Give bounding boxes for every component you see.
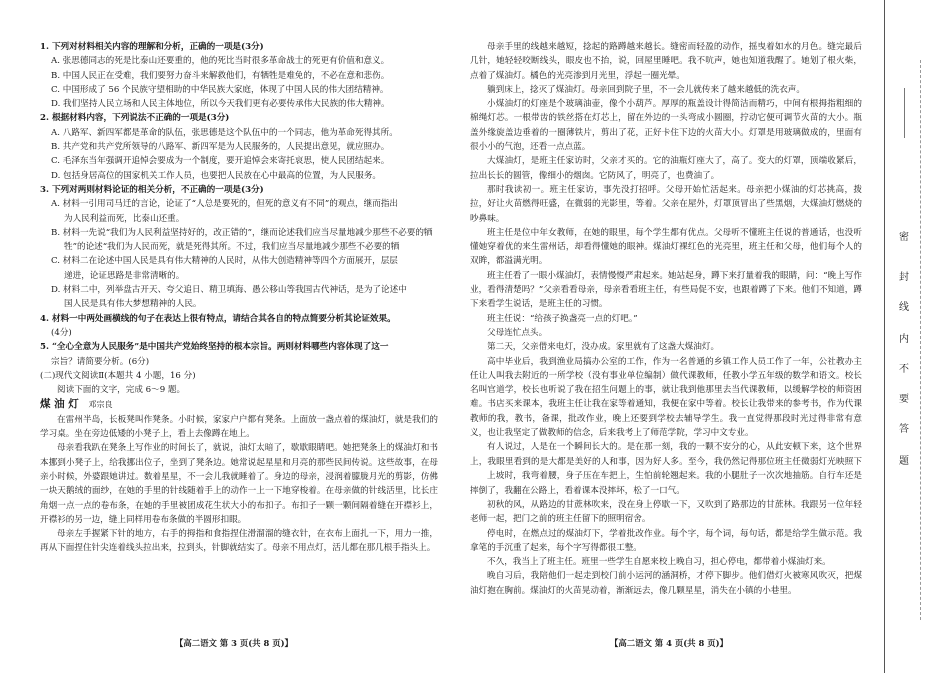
q1-option-c: C. 中国形成了 56 个民族守望相助的中华民族大家庭，体现了中国人民的伟大团结精神。 xyxy=(51,84,389,95)
q3-option-a: A. 材料一引用司马迁的言论，论证了“人总是要死的，但死的意义有不同”的观点，继而指出 xyxy=(51,199,399,210)
q5-stem: 5. “全心全意为人民服务”是中国共产党始终坚持的根本宗旨。两则材料哪些内容体现了这一 xyxy=(40,342,389,353)
q3-option-b: B. 材料一先说“我们为人民利益坚持好的，改正错的”，继而论述我们应当尽量地减少那些不必要的牺 xyxy=(51,227,433,238)
reading-instruction: 阅读下面的文字，完成 6～9 题。 xyxy=(57,385,186,396)
q2-stem: 2. 根据材料内容，下列说法不正确的一项是(3分) xyxy=(40,113,230,124)
story-paragraph: 母亲左手握紧下针的地方，右手的拇指和食指捏住滑溜溜的缝衣针，在衣布上面扎一下，用力一推，再从下面捏住针尖连着线头拉出来，拉到头，针脚就结实了。母亲不用点灯，活儿都在那几根手指头上。 xyxy=(40,529,438,554)
seal-char: 内 xyxy=(897,330,911,345)
story-paragraph: 有人说过，人是在一个瞬间长大的。是在那一刻，我的一颗不安分的心，从此安顿下来，这个世界上，我眼里看到的是大都是美好的人和事，因为好人多。至今，我仍然记得那位班主任微弱灯光映照下 xyxy=(470,442,862,467)
story-paragraph: 躺到床上，捻灭了煤油灯。母亲回到院子里，不一会儿就传来了越来越低的洗衣声。 xyxy=(487,84,805,95)
story-author: 邓宗良 xyxy=(88,400,113,410)
seal-char: 不 xyxy=(897,360,911,375)
story-paragraph: 母亲手里的线越来越短，捻起的路蹲越来越长。缝密而轻盈的动作，摇曳着如水的月色。缝完最后几针，她轻轻咬断线头，眼皮也不抬，说，回屋里睡吧。我不吭声，她也知道我醒了。她划了根火柴，点着了煤油灯。橘色的光亮渗到月光里，浮起一圈光晕。 xyxy=(470,42,862,81)
q3-option-b-cont: 牲”的论述“我们为人民而死，就是死得其所。不过，我们应当尽量地减少那些不必要的牺 xyxy=(64,242,400,253)
q3-option-c: C. 材料二在论述中国人民是具有伟大精神的人民时，从伟大创造精神等四个方面展开，层层 xyxy=(51,256,398,267)
seal-char: 要 xyxy=(897,390,911,405)
story-title: 煤 油 灯 xyxy=(40,398,79,411)
q4-stem: 4. 材料一中两处画横线的句子在表达上很有特点，请结合其各自的特点简要分析其论证效果。 xyxy=(40,313,396,324)
seal-char: 密 xyxy=(897,228,911,243)
q1-stem: 1. 下列对材料相关内容的理解和分析，正确的一项是(3分) xyxy=(40,42,264,52)
story-paragraph: 班主任是位中年女教师，在她的眼里，每个学生都有优点。父母听不懂班主任说的普通话，也没听懂她穿着优的来生雷州话，却看得懂她的眼神。煤油灯裸红色的光亮里，班主任和父母，他们每个人的双眸，都溢满光明。 xyxy=(470,227,862,267)
q3-option-d-cont: 国人民是具有伟大梦想精神的人民。 xyxy=(64,299,202,310)
q3-stem: 3. 下列对两则材料论证的相关分析，不正确的一项是(3分) xyxy=(40,184,264,195)
q1-option-d: D. 我们坚持人民立场和人民主体地位，所以今天我们更有必要传承伟大民族的伟大精神。 xyxy=(51,99,390,110)
story-paragraph: 小煤油灯的灯座是个玻璃油壶，像个小葫芦。厚厚的瓶盖设计得简洁而精巧，中间有根拇指粗细的棉绳灯芯。一根带齿的铁丝搭在灯芯上，留在外边的一头弯成小圆圈，拧动它便可调节火苗的大小。瓶盖外缘旋盖边垂着的一圈薄铁片，剪出了花，正好卡住下边的火苗大小。灯罩是用玻璃做成的，里面有很小小的气泡，还看一点点蓝。 xyxy=(470,99,862,153)
seal-char: 封 xyxy=(897,268,911,283)
q2-option-c: C. 毛泽东当年强调开追悼会要成为一个制度，要开追悼会来寄托哀思，使人民团结起来。 xyxy=(51,156,390,167)
story-paragraph: 不久，我当上了班主任。班里一些学生自愿来校上晚自习，担心停电，都带着小煤油灯来。 xyxy=(487,557,831,568)
story-paragraph: 上坡时，我弯着腰，身子压在车把上，生怕前轮翘起来。我的小腿肚子一次次地抽筋。自行车还是摔倒了，我翻在公路上，看着课本没摔坏，松了一口气。 xyxy=(470,471,862,496)
story-paragraph: 母亲看我趴在凳条上写作业的时间长了，就说，油灯太暗了，歇歇眼睛吧。她把凳条上的煤油灯和书本挪到小凳子上，给我挪出位子，坐到了凳条边。她常说起星星和月亮的那些民间传说。这些故事，在母亲小时候，外婆跟她讲过。数着星星，不一会儿我就睡着了。身边的母亲，浸润着朦胧月光的剪影，仿佛一块天鹅绒的面纱，在她的手里的针线随着手上的动作一上一下地穿梭着。在母亲做的针线活里，比长庄角烟一点一点的卷布条，在她的手里被团成花生状大小的布扣子。布扣子一颗一颗间隔着缝在开襟衫上，开襟衫的另一边，缝上同样用卷布条做的半圆形扣眼。 xyxy=(40,443,438,525)
story-paragraph: 班主任说：“给孩子换盏亮一点的灯吧。” xyxy=(487,313,638,324)
story-paragraph: 大煤油灯，是班主任家访时，父亲才买的。它的油瓶灯座大了，高了。变大的灯罩，顶端收紧后，拉出长长的圆管，像细小的烟囱。它防风了，明亮了，也费油了。 xyxy=(470,156,862,181)
q2-option-a: A. 八路军、新四军都是革命的队伍，张思德是这个队伍中的一个同志，他为革命死得其所。 xyxy=(51,127,398,138)
story-paragraph: 那时我读初一。班主任家访，事先没打招呼。父母开始忙活起来。母亲把小煤油的灯芯挑高，拨拉，好让火苗燃得旺盛，在微弱的光影里，等着。父亲在屋外，灯罩顶冒出了些黑烟，大煤油灯燃烧的吵鼻味。 xyxy=(470,184,862,224)
q2-option-d: D. 包括身居高位的国家机关工作人员，也要把人民放在心中最高的位置，为人民服务。 xyxy=(51,170,382,181)
q3-option-a-cont: 为人民利益而死，比泰山还重。 xyxy=(64,213,185,224)
seal-char: 题 xyxy=(897,452,911,467)
q4-points: (4分) xyxy=(51,327,72,338)
page-footer-left: 【高二语文 第 3 页(共 8 页)】 xyxy=(175,638,293,648)
story-title-block xyxy=(40,397,438,412)
binding-margin xyxy=(868,0,950,673)
story-paragraph: 父母连忙点头。 xyxy=(487,327,548,338)
story-paragraph: 初秋的风，从路边的甘蔗林吹来，没在身上停歇一下，又吹到了路那边的甘蔗林。我跟另一位年轻老师一起，把门之前的班主任留下的照明宿舍。 xyxy=(470,499,862,525)
binding-line xyxy=(884,0,885,673)
page-footer-right: 【高二语文 第 4 页(共 8 页)】 xyxy=(610,638,728,648)
seal-dashed-line xyxy=(920,60,921,620)
seal-char: 线 xyxy=(897,298,911,313)
story-paragraph: 在雷州半岛，长板凳叫作凳条。小时候，家家户户都有凳条。上面放一盏点着的煤油灯，就是我们的学习桌。坐在旁边低矮的小凳子上，看上去像蹲在地上。 xyxy=(40,414,438,440)
seal-char: 答 xyxy=(897,420,911,435)
q5-stem-cont: 宗旨？请简要分析。(6分) xyxy=(51,356,150,367)
story-paragraph: 第二天，父亲借来电灯，没办成。家里就有了这盏大煤油灯。 xyxy=(487,342,720,353)
q1-option-b: B. 中国人民正在受难，我们要努力奋斗来解救他们，有牺牲是难免的，不必在意和悲伤。 xyxy=(51,70,390,81)
q1-option-a: A. 张思德同志的死是比泰山还要重的，他的死比当时很多革命战士的死更有价值和意义。 xyxy=(51,56,390,67)
q2-option-b: B. 共产党和共产党所领导的八路军、新四军是为人民服务的，人民提出意见，就应照办。 xyxy=(51,142,390,153)
story-paragraph: 班主任看了一眼小煤油灯，表情慢慢严肃起来。她站起身，蹲下来打量着我的眼睛，问：“晚上写作业，看得清楚吗？”父亲看看母亲，母亲看看班主任，有些局促不安，也跟着蹲了下来。他们不知道，蹲下来看学生说话，是班主任的习惯。 xyxy=(470,270,862,310)
story-paragraph: 停电时，在燃点过的煤油灯下，学着批改作业。每个字，每个词，每句话，都是给学生做示范。我拿笔的手沉重了起来，每个字写得都很工整。 xyxy=(470,528,862,553)
q3-option-c-cont: 递进，论证思路是非常清晰的。 xyxy=(64,270,185,281)
story-paragraph: 高中毕业后，我到渔业局搞办公室的工作，作为一名普通的乡镇工作人员工作了一年，公社教办主任让人叫我去附近的一所学校（没有事业单位编制）做代课教师，任教小学五年级的数学和语文。校长名叫官道学，校长也听说了我在招生问题上的事，就让我到他那里去当代课教师，以缓解学校的师资困难。书店买来课本，我班主任让我在家等着通知，我便在家中等着。校长让我带来的参考书，作为代课教师的我，教书，备课，批改作业，晚上还要到学校去辅导学生。我一直觉得那段时光过得非常有意义，也让我坚定了做教师的信念，后来我考上了师范学院，学习中文专业。 xyxy=(470,356,862,439)
right-column xyxy=(470,40,862,598)
section-heading: (二)现代文阅读Ⅱ(本题共 4 小题，16 分) xyxy=(40,370,196,381)
left-column xyxy=(40,40,438,556)
story-paragraph: 晚自习后，我陪他们一起走到校门前小运河的涵洞桥，才停下脚步。他们借灯火被寒风吹灭，把煤油灯抱在胸前。煤油灯的火苗晃动着，渐渐远去，像几颗星星，消失在小镇的小巷里。 xyxy=(470,571,862,596)
q3-option-d: D. 材料二中，列举盘古开天、夸父追日、精卫填海、愚公移山等我国古代神话，是为了论述中 xyxy=(51,285,407,296)
